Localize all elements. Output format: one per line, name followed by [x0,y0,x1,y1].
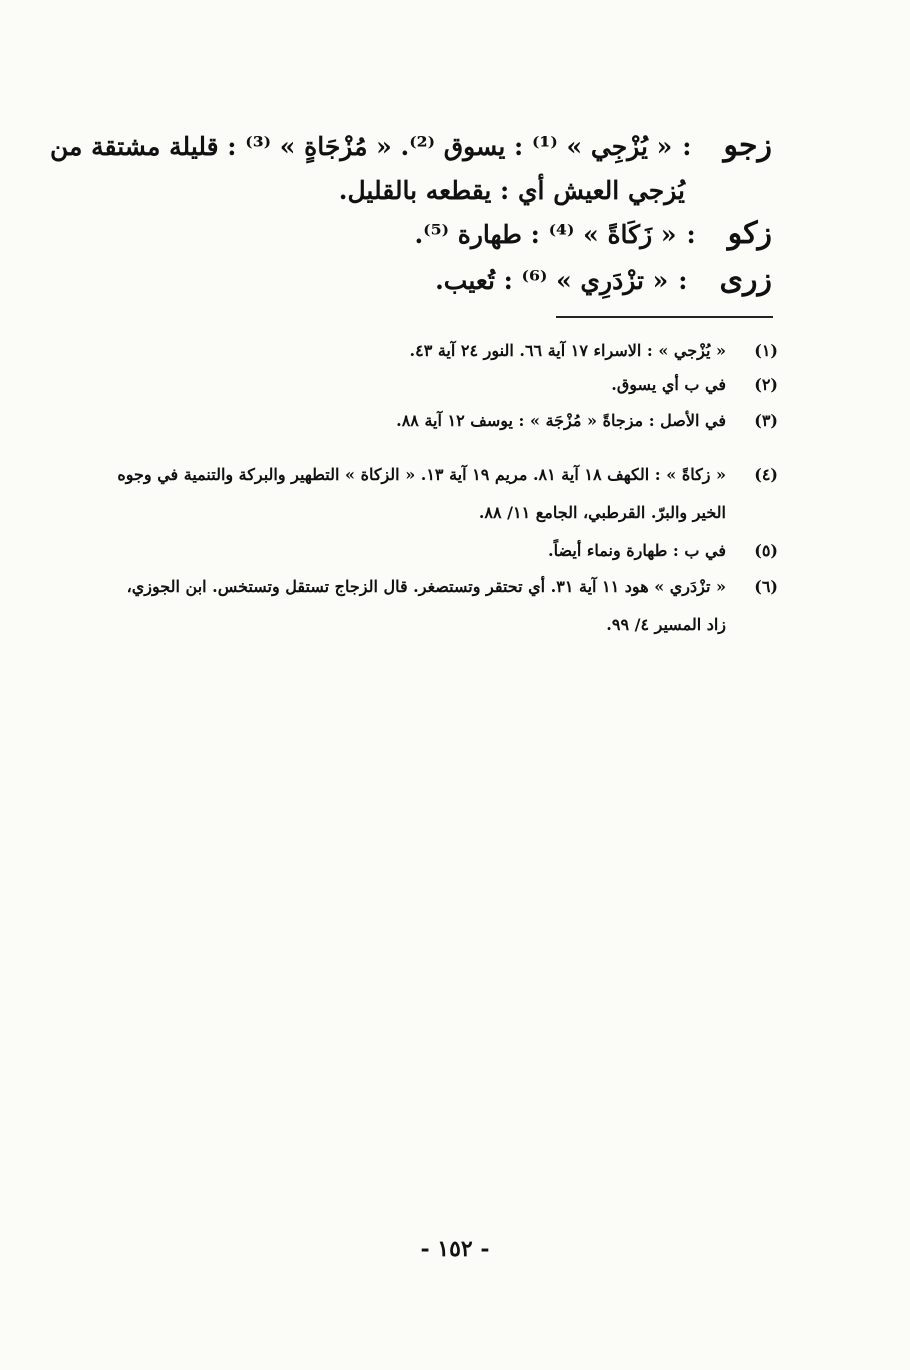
entry-body: « تزْدَرِي » ⁽⁶⁾ : تُعيب. [435,266,669,295]
footnote-5 [108,532,778,570]
page-number: - ١٥٢ - [420,1236,490,1262]
footnote-text: « زكاةً » : الكهف ١٨ آية ٨١. مريم ١٩ آية ١٣. « الزكاة » التطهير والبركة والتنمية في وجوه الخير والبرّ. القرطبي، الجامع ١١/ ٨٨. [117,465,726,522]
entry-continuation: يُزجي العيش أي : يقطعه بالقليل. [338,176,685,205]
entry-root: زرى [719,262,772,297]
footnote-text: « يُزْجي » : الاسراء ١٧ آية ٦٦. النور ٢٤ آية ٤٣. [409,341,726,360]
entry-separator: : [678,266,688,295]
entry-root: زجو [723,128,772,163]
entry-zry [110,262,772,297]
footnote-number: (٣) [754,411,778,430]
footnote-number: (٦) [754,577,778,596]
footnote-number: (٢) [754,375,778,394]
footnote-2 [108,366,778,404]
footnote-6 [108,568,778,644]
entry-separator: : [686,220,696,249]
footnote-text: في الأصل : مزجاةً « مُزْجَة » : يوسف ١٢ آية ٨٨. [396,411,726,430]
footnote-text: « تزْدَري » هود ١١ آية ٣١. أي تحتقر وتستصغر. قال الزجاج تستقل وتستخس. ابن الجوزي، زاد المسير ٤/ ٩٩. [126,577,726,634]
footnote-1 [108,332,778,370]
footnote-4 [108,456,778,532]
footnote-divider [556,316,773,318]
footnote-number: (٤) [754,465,778,484]
footnote-3 [108,402,778,440]
entry-zjw [50,128,772,163]
footnote-number: (٥) [754,541,778,560]
footnote-text: في ب : طهارة ونماء أيضاً. [548,541,726,560]
entry-zkw [110,216,772,251]
footnote-number: (١) [754,341,778,360]
entry-body: « زَكَاةً » ⁽⁴⁾ : طهارة ⁽⁵⁾. [414,220,677,249]
footnote-text: في ب أي يسوق. [611,375,726,394]
entry-separator: : [682,132,692,161]
entry-root: زكو [727,216,772,251]
entry-body: « يُزْجِي » ⁽¹⁾ : يسوق ⁽²⁾. « مُزْجَاةٍ » ⁽³⁾ : قليلة مشتقة من [50,132,673,161]
